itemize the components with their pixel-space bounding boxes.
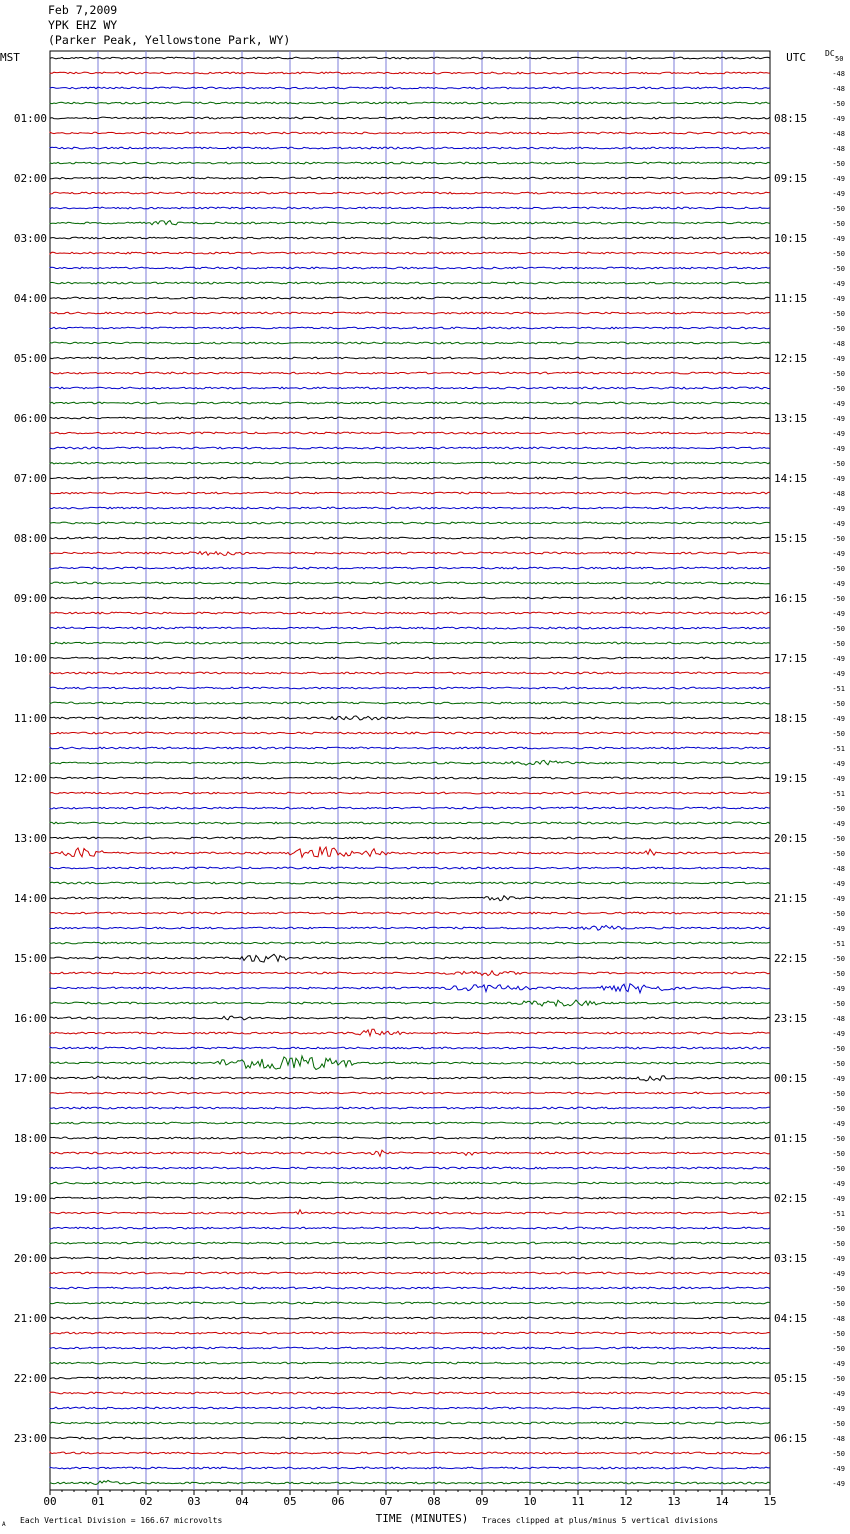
utc-hour-label: 21:15 [774,892,808,905]
x-tick-label: 14 [715,1495,729,1508]
dc-offset-label: -48 [832,490,845,498]
utc-hour-label: 20:15 [774,832,808,845]
trace-line [50,777,770,779]
dc-offset-label: -49 [832,1270,845,1278]
dc-offset-label: -50 [832,850,845,858]
dc-offset-label: -49 [832,550,845,558]
mst-hour-label: 03:00 [13,232,47,245]
dc-offset-label: -50 [832,325,845,333]
dc-offset-label: -50 [832,310,845,318]
dc-offset-label: -50 [832,910,845,918]
x-tick-label: 09 [475,1495,489,1508]
dc-offset-label: -50 [832,640,845,648]
dc-offset-label: 50 [835,55,844,63]
dc-offset-label: -50 [832,1450,845,1458]
trace-line [50,567,770,569]
mst-hour-label: 05:00 [13,352,47,365]
dc-offset-label: -50 [832,100,845,108]
dc-offset-label: -49 [832,820,845,828]
mst-hour-label: 15:00 [13,952,47,965]
trace-line [50,1056,770,1070]
utc-hour-label: 22:15 [774,952,808,965]
mst-hour-label: 06:00 [13,412,47,425]
dc-offset-label: -49 [832,775,845,783]
trace-line [50,87,770,89]
dc-offset-label: -48 [832,130,845,138]
trace-line [50,282,770,284]
trace-line [50,402,770,404]
trace-line [50,477,770,479]
trace-line [50,597,770,599]
utc-zone-label: UTC [786,51,806,64]
mst-hour-label: 02:00 [13,172,47,185]
x-tick-label: 06 [331,1495,345,1508]
trace-line [50,1452,770,1454]
utc-hour-label: 23:15 [774,1012,808,1025]
trace-line [50,1122,770,1124]
trace-line [50,912,770,914]
dc-offset-label: -50 [832,1300,845,1308]
dc-offset-label: -49 [832,295,845,303]
trace-line [50,612,770,614]
utc-hour-label: 14:15 [774,472,808,485]
dc-offset-label: -50 [832,1105,845,1113]
dc-offset-label: -49 [832,400,845,408]
station-location: (Parker Peak, Yellowstone Park, WY) [48,33,291,47]
dc-offset-label: -50 [832,1045,845,1053]
dc-offset-label: -49 [832,655,845,663]
dc-offset-label: -49 [832,190,845,198]
dc-offset-label: -50 [832,1060,845,1068]
dc-offset-label: -49 [832,895,845,903]
dc-offset-label: -50 [832,1135,845,1143]
trace-line [50,716,770,720]
x-axis-label: TIME (MINUTES) [375,1512,469,1525]
trace-line [50,387,770,389]
trace-line [50,327,770,329]
dc-offset-label: -49 [832,520,845,528]
x-tick-label: 10 [523,1495,537,1508]
utc-hour-label: 03:15 [774,1252,808,1265]
dc-offset-label: -49 [832,760,845,768]
dc-offset-label: -49 [832,235,845,243]
dc-offset-label: -49 [832,1480,845,1488]
mst-hour-label: 12:00 [13,772,47,785]
trace-line [50,417,770,419]
trace-line [50,1167,770,1169]
trace-line [50,1407,770,1409]
dc-offset-label: -51 [832,940,845,948]
dc-offset-label: -49 [832,715,845,723]
mst-hour-label: 18:00 [13,1132,47,1145]
dc-offset-label: -49 [832,1075,845,1083]
trace-line [50,792,770,794]
dc-offset-label: -50 [832,730,845,738]
mst-hour-label: 14:00 [13,892,47,905]
trace-line [50,925,770,930]
dc-offset-label: -50 [832,265,845,273]
x-tick-label: 08 [427,1495,441,1508]
trace-line [50,1362,770,1364]
trace-line [50,942,770,944]
utc-hour-label: 12:15 [774,352,808,365]
trace-line [50,267,770,269]
dc-offset-label: -49 [832,1030,845,1038]
trace-line [50,760,770,765]
dc-offset-label: -50 [832,220,845,228]
mst-hour-label: 19:00 [13,1192,47,1205]
dc-offset-label: -48 [832,1315,845,1323]
trace-line [50,1000,770,1006]
trace-line [50,1287,770,1289]
x-tick-label: 12 [619,1495,633,1508]
utc-hour-label: 19:15 [774,772,808,785]
trace-line [50,1317,770,1319]
dc-offset-label: -50 [832,1150,845,1158]
scale-note: Each Vertical Division = 166.67 microvolts [20,1516,223,1525]
dc-offset-label: -49 [832,1180,845,1188]
dc-offset-label: -49 [832,445,845,453]
dc-offset-label: -49 [832,580,845,588]
x-tick-label: 02 [139,1495,153,1508]
dc-offset-label: -49 [832,280,845,288]
trace-line [50,984,770,993]
dc-offset-label: -48 [832,85,845,93]
trace-line [50,342,770,344]
dc-offset-label: -49 [832,1120,845,1128]
trace-line [50,1197,770,1199]
trace-line [50,807,770,809]
dc-offset-label: -49 [832,415,845,423]
utc-hour-label: 13:15 [774,412,808,425]
dc-offset-label: -48 [832,340,845,348]
dc-offset-label: -49 [832,1360,845,1368]
trace-line [50,447,770,449]
trace-line [50,462,770,464]
dc-offset-label: -50 [832,1000,845,1008]
utc-hour-label: 05:15 [774,1372,808,1385]
utc-hour-label: 10:15 [774,232,808,245]
trace-line [50,1047,770,1049]
dc-offset-label: -49 [832,430,845,438]
trace-line [50,732,770,734]
dc-offset-label: -48 [832,70,845,78]
dc-offset-label: -51 [832,745,845,753]
mst-hour-label: 07:00 [13,472,47,485]
trace-line [50,971,770,976]
trace-line [50,1392,770,1394]
dc-offset-label: -49 [832,1390,845,1398]
utc-hour-label: 15:15 [774,532,808,545]
dc-offset-label: -48 [832,145,845,153]
trace-line [50,1092,770,1094]
corner-mark: A [2,1521,6,1528]
trace-line [50,57,770,59]
trace-line [50,207,770,209]
dc-offset-label: -48 [832,1435,845,1443]
trace-line [50,1272,770,1274]
utc-hour-label: 11:15 [774,292,808,305]
trace-line [50,657,770,659]
dc-offset-label: -50 [832,595,845,603]
mst-hour-label: 10:00 [13,652,47,665]
dc-offset-label: -49 [832,880,845,888]
trace-line [50,312,770,314]
utc-hour-label: 18:15 [774,712,808,725]
dc-offset-label: -49 [832,1405,845,1413]
clip-note: Traces clipped at plus/minus 5 vertical divisions [482,1516,719,1525]
utc-hour-label: 02:15 [774,1192,808,1205]
trace-line [50,687,770,689]
dc-offset-label: -50 [832,1330,845,1338]
dc-offset-label: -49 [832,355,845,363]
trace-line [50,642,770,644]
trace-line [50,1480,770,1484]
x-tick-label: 15 [763,1495,777,1508]
x-tick-label: 04 [235,1495,249,1508]
trace-line [50,1210,770,1214]
mst-hour-label: 21:00 [13,1312,47,1325]
dc-offset-label: -50 [832,535,845,543]
dc-offset-label: -50 [832,205,845,213]
trace-line [50,1076,770,1081]
mst-hour-label: 13:00 [13,832,47,845]
trace-line [50,147,770,149]
dc-offset-label: -50 [832,1240,845,1248]
utc-hour-label: 17:15 [774,652,808,665]
dc-offset-label: -50 [832,955,845,963]
trace-line [50,357,770,359]
dc-offset-label: -51 [832,790,845,798]
mst-hour-label: 01:00 [13,112,47,125]
trace-line [50,102,770,104]
dc-offset-label: -51 [832,1210,845,1218]
trace-line [50,1302,770,1304]
trace-line [50,867,770,869]
trace-line [50,1137,770,1139]
dc-offset-label: -50 [832,385,845,393]
trace-line [50,552,770,556]
trace-line [50,1377,770,1379]
trace-line [50,882,770,884]
dc-offset-label: -50 [832,970,845,978]
dc-offset-label: -50 [832,805,845,813]
dc-offset-label: -49 [832,1465,845,1473]
dc-offset-label: -49 [832,1195,845,1203]
station-code: YPK EHZ WY [48,18,118,32]
mst-hour-label: 04:00 [13,292,47,305]
x-tick-label: 05 [283,1495,297,1508]
dc-offset-label: -51 [832,685,845,693]
dc-offset-label: -48 [832,1015,845,1023]
trace-line [50,1422,770,1424]
mst-hour-label: 08:00 [13,532,47,545]
mst-hour-label: 20:00 [13,1252,47,1265]
trace-line [50,252,770,254]
trace-line [50,372,770,374]
plot-frame [50,51,770,1490]
dc-offset-label: -49 [832,505,845,513]
utc-hour-label: 01:15 [774,1132,808,1145]
utc-hour-label: 06:15 [774,1432,808,1445]
dc-offset-label: -50 [832,1225,845,1233]
mst-hour-label: 17:00 [13,1072,47,1085]
mst-zone-label: MST [0,51,20,64]
dc-offset-label: -50 [832,460,845,468]
mst-hour-label: 16:00 [13,1012,47,1025]
trace-line [50,1257,770,1259]
trace-line [50,702,770,704]
x-tick-label: 07 [379,1495,393,1508]
mst-hour-label: 09:00 [13,592,47,605]
mst-hour-label: 23:00 [13,1432,47,1445]
trace-line [50,1107,770,1109]
dc-offset-label: -50 [832,1420,845,1428]
x-tick-label: 03 [187,1495,201,1508]
trace-line [50,537,770,539]
utc-hour-label: 09:15 [774,172,808,185]
dc-offset-label: -49 [832,925,845,933]
trace-line [50,72,770,74]
dc-offset-label: -50 [832,370,845,378]
x-tick-label: 11 [571,1495,585,1508]
utc-hour-label: 08:15 [774,112,808,125]
trace-line [50,1227,770,1229]
dc-offset-label: -49 [832,115,845,123]
mst-hour-label: 22:00 [13,1372,47,1385]
utc-hour-label: 00:15 [774,1072,808,1085]
trace-line [50,237,770,239]
dc-offset-label: -50 [832,1090,845,1098]
dc-offset-label: -50 [832,160,845,168]
trace-line [50,582,770,584]
dc-offset-label: -50 [832,1345,845,1353]
trace-line [50,837,770,839]
trace-line [50,177,770,179]
trace-line [50,132,770,134]
trace-line [50,1029,770,1036]
trace-line [50,492,770,494]
mst-hour-label: 11:00 [13,712,47,725]
trace-line [50,1347,770,1349]
dc-offset-label: -48 [832,865,845,873]
dc-offset-label: -49 [832,610,845,618]
trace-line [50,162,770,164]
dc-offset-label: -50 [832,1375,845,1383]
trace-line [50,1182,770,1184]
trace-line [50,747,770,749]
dc-offset-label: -50 [832,700,845,708]
dc-offset-label: -50 [832,1165,845,1173]
trace-line [50,432,770,434]
trace-line [50,1150,770,1156]
trace-line [50,1332,770,1334]
dc-offset-label: -49 [832,985,845,993]
dc-offset-label: -50 [832,835,845,843]
trace-line [50,954,770,962]
dc-offset-label: -49 [832,1255,845,1263]
utc-hour-label: 04:15 [774,1312,808,1325]
dc-offset-label: -50 [832,250,845,258]
trace-line [50,1016,770,1020]
trace-line [50,192,770,194]
x-tick-label: 13 [667,1495,681,1508]
x-tick-label: 01 [91,1495,105,1508]
dc-offset-label: -50 [832,625,845,633]
utc-hour-label: 16:15 [774,592,808,605]
trace-line [50,627,770,629]
trace-line [50,1467,770,1469]
trace-line [50,1437,770,1439]
trace-line [50,672,770,674]
trace-line [50,822,770,824]
trace-line [50,221,770,225]
dc-offset-label: -49 [832,175,845,183]
trace-line [50,507,770,509]
dc-offset-label: -50 [832,565,845,573]
trace-line [50,896,770,901]
trace-line [50,847,770,858]
dc-header-label: DC [825,49,835,58]
dc-offset-label: -50 [832,1285,845,1293]
date-title: Feb 7,2009 [48,3,118,17]
dc-offset-label: -49 [832,475,845,483]
trace-line [50,522,770,524]
trace-line [50,297,770,299]
x-tick-label: 00 [43,1495,57,1508]
trace-line [50,117,770,119]
dc-offset-label: -49 [832,670,845,678]
trace-line [50,1242,770,1244]
